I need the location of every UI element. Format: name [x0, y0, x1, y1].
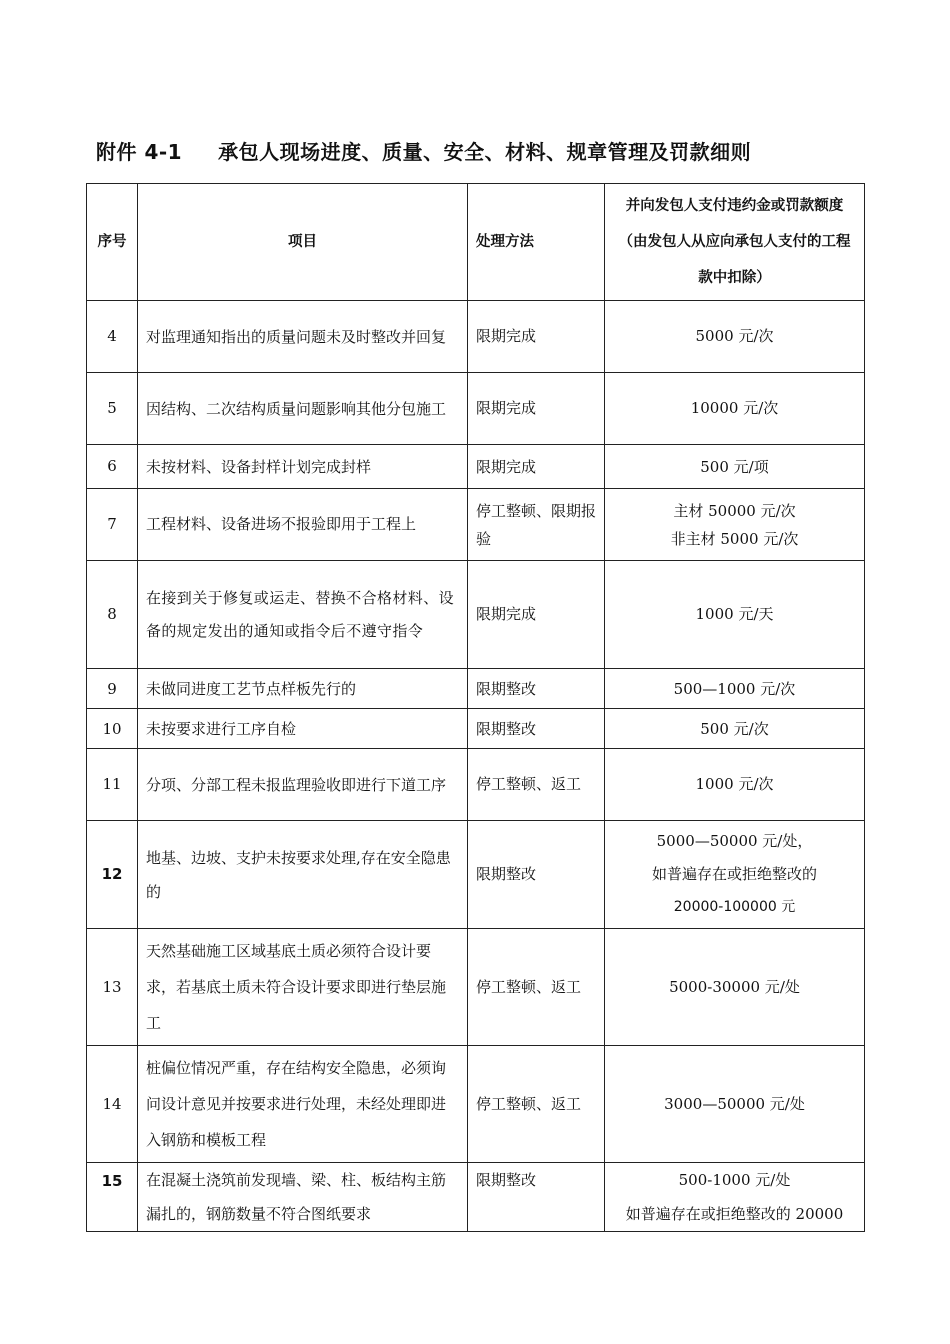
- row-method: 停工整顿、返工: [468, 1046, 605, 1163]
- document-title: [96, 136, 751, 165]
- row-penalty: [605, 1163, 865, 1232]
- row-item: 对监理通知指出的质量问题未及时整改并回复: [138, 301, 468, 373]
- penalty-line: 非主材 5000 元/次: [670, 529, 799, 548]
- row-no: 15: [87, 1163, 138, 1232]
- penalty-line: 20000-100000 元: [673, 899, 796, 915]
- penalty-line: 500—1000 元/次: [673, 679, 796, 698]
- row-no: 11: [87, 749, 138, 821]
- row-penalty: [605, 669, 865, 709]
- table-row: [87, 561, 865, 669]
- row-no: 5: [87, 373, 138, 445]
- row-penalty: [605, 373, 865, 445]
- row-method: 停工整顿、限期报验: [468, 489, 605, 561]
- header-no: 序号: [87, 184, 138, 301]
- table-row: [87, 301, 865, 373]
- table-row: [87, 821, 865, 929]
- penalty-line: 5000 元/次: [695, 327, 774, 345]
- row-item: 未按材料、设备封样计划完成封样: [138, 445, 468, 489]
- penalty-table: [86, 183, 865, 1232]
- row-method: 限期整改: [468, 709, 605, 749]
- row-penalty: [605, 821, 865, 929]
- row-item: 分项、分部工程未报监理验收即进行下道工序: [138, 749, 468, 821]
- row-item: 工程材料、设备进场不报验即用于工程上: [138, 489, 468, 561]
- row-item: 未做同进度工艺节点样板先行的: [138, 669, 468, 709]
- row-item: 因结构、二次结构质量问题影响其他分包施工: [138, 373, 468, 445]
- row-item: 天然基础施工区域基底土质必须符合设计要求，若基底土质未符合设计要求即进行垫层施工: [138, 929, 468, 1046]
- row-no: 14: [87, 1046, 138, 1163]
- penalty-line: 10000 元/次: [690, 399, 779, 417]
- penalty-line: 1000 元/次: [695, 775, 774, 793]
- table-row: [87, 373, 865, 445]
- table-row: [87, 669, 865, 709]
- penalty-line: 如普遍存在或拒绝整改的: [651, 865, 817, 883]
- table-row: [87, 749, 865, 821]
- penalty-line: 500-1000 元/处: [678, 1171, 791, 1189]
- penalty-line: 500 元/次: [700, 719, 769, 738]
- penalty-line: 1000 元/天: [695, 605, 774, 623]
- penalty-line: 3000—50000 元/处: [664, 1094, 805, 1113]
- row-penalty: [605, 489, 865, 561]
- row-no: 12: [87, 821, 138, 929]
- table-header-row: [87, 184, 865, 301]
- header-penalty: 并向发包人支付违约金或罚款额度（由发包人从应向承包人支付的工程款中扣除）: [605, 184, 865, 301]
- row-method: 限期完成: [468, 301, 605, 373]
- penalty-line: 5000-30000 元/处: [669, 977, 800, 996]
- table-row: [87, 489, 865, 561]
- penalty-line: 5000—50000 元/处，: [656, 832, 813, 850]
- row-method: 限期完成: [468, 445, 605, 489]
- row-method: 限期整改: [468, 669, 605, 709]
- row-penalty: [605, 445, 865, 489]
- row-method: 停工整顿、返工: [468, 929, 605, 1046]
- row-no: 7: [87, 489, 138, 561]
- row-item: 地基、边坡、支护未按要求处理,存在安全隐患的: [138, 821, 468, 929]
- row-method: 限期整改: [468, 1163, 605, 1232]
- row-item: 在接到关于修复或运走、替换不合格材料、设备的规定发出的通知或指令后不遵守指令: [138, 561, 468, 669]
- row-no: 4: [87, 301, 138, 373]
- row-method: 停工整顿、返工: [468, 749, 605, 821]
- row-penalty: [605, 301, 865, 373]
- row-penalty: [605, 1046, 865, 1163]
- table-row: [87, 1163, 865, 1232]
- row-item: 桩偏位情况严重，存在结构安全隐患，必须询问设计意见并按要求进行处理，未经处理即进入钢筋和模板工程: [138, 1046, 468, 1163]
- penalty-line: 500 元/项: [700, 457, 769, 476]
- row-no: 10: [87, 709, 138, 749]
- row-no: 6: [87, 445, 138, 489]
- row-no: 13: [87, 929, 138, 1046]
- row-item: 在混凝土浇筑前发现墙、梁、柱、板结构主筋漏扎的，钢筋数量不符合图纸要求: [138, 1163, 468, 1232]
- row-method: 限期完成: [468, 561, 605, 669]
- penalty-line: 主材 50000 元/次: [673, 501, 796, 520]
- header-method: 处理方法: [468, 184, 605, 301]
- title-prefix: 附件 4-1: [96, 140, 183, 164]
- row-item: 未按要求进行工序自检: [138, 709, 468, 749]
- row-penalty: [605, 749, 865, 821]
- row-no: 8: [87, 561, 138, 669]
- row-no: 9: [87, 669, 138, 709]
- table-row: [87, 709, 865, 749]
- table-row: [87, 929, 865, 1046]
- row-penalty: [605, 929, 865, 1046]
- row-penalty: [605, 561, 865, 669]
- table-row: [87, 445, 865, 489]
- row-method: 限期整改: [468, 821, 605, 929]
- penalty-line: 如普遍存在或拒绝整改的 20000: [625, 1205, 844, 1223]
- title-text: 承包人现场进度、质量、安全、材料、规章管理及罚款细则: [218, 140, 752, 164]
- table-row: [87, 1046, 865, 1163]
- header-item: 项目: [138, 184, 468, 301]
- row-penalty: [605, 709, 865, 749]
- row-method: 限期完成: [468, 373, 605, 445]
